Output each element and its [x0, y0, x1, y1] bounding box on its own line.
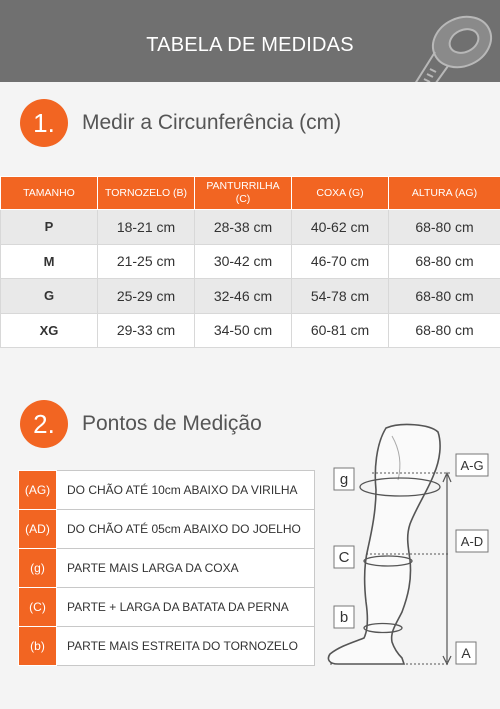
- label-c: C: [338, 549, 350, 566]
- table-cell: 34-50 cm: [195, 313, 292, 348]
- point-description: DO CHÃO ATÉ 05cm ABAIXO DO JOELHO: [57, 510, 315, 549]
- section-heading-measure: [20, 99, 341, 147]
- column-header-thigh: COXA (G): [292, 177, 389, 210]
- header: [0, 0, 500, 82]
- calf-header-line-1: PANTURRILHA: [206, 180, 280, 192]
- measurement-points-table: [18, 470, 315, 666]
- table-cell: 68-80 cm: [389, 279, 500, 314]
- table-row: [1, 313, 500, 348]
- point-description: PARTE MAIS ESTREITA DO TORNOZELO: [57, 627, 315, 666]
- table-cell: 68-80 cm: [389, 244, 500, 279]
- table-cell: 60-81 cm: [292, 313, 389, 348]
- table-cell: 28-38 cm: [195, 210, 292, 245]
- point-description: DO CHÃO ATÉ 10cm ABAIXO DA VIRILHA: [57, 471, 315, 510]
- label-a: A: [461, 645, 471, 661]
- section-title: Medir a Circunferência (cm): [82, 111, 342, 134]
- column-header-calf: [195, 177, 292, 210]
- point-description: PARTE MAIS LARGA DA COXA: [57, 549, 315, 588]
- table-cell: 46-70 cm: [292, 244, 389, 279]
- point-code: (g): [19, 549, 57, 588]
- column-header-size: TAMANHO: [1, 177, 98, 210]
- label-g: g: [339, 471, 349, 488]
- label-ad: A-D: [460, 534, 484, 549]
- table-cell: 32-46 cm: [195, 279, 292, 314]
- table-row: [1, 279, 500, 314]
- table-cell: P: [1, 210, 98, 245]
- calf-header-line-2: (C): [235, 193, 251, 205]
- list-item: [19, 510, 315, 549]
- step-number-badge: 2.: [20, 400, 68, 448]
- section-heading-points: [20, 400, 262, 448]
- point-code: (b): [19, 627, 57, 666]
- label-ag: A-G: [460, 458, 484, 473]
- table-cell: 68-80 cm: [389, 313, 500, 348]
- list-item: [19, 627, 315, 666]
- table-cell: 68-80 cm: [389, 210, 500, 245]
- table-row: [1, 244, 500, 279]
- table-cell: M: [1, 244, 98, 279]
- list-item: [19, 471, 315, 510]
- column-header-ankle: TORNOZELO (B): [98, 177, 195, 210]
- list-item: [19, 549, 315, 588]
- table-cell: 54-78 cm: [292, 279, 389, 314]
- page-title: TABELA DE MEDIDAS: [146, 34, 354, 56]
- point-code: (AG): [19, 471, 57, 510]
- size-table: [0, 176, 500, 348]
- table-cell: 30-42 cm: [195, 244, 292, 279]
- table-cell: XG: [1, 313, 98, 348]
- leg-measurement-diagram: [320, 420, 500, 709]
- size-table-header-row: [1, 177, 500, 210]
- point-description: PARTE + LARGA DA BATATA DA PERNA: [57, 588, 315, 627]
- table-row: [1, 210, 500, 245]
- table-cell: G: [1, 279, 98, 314]
- table-cell: 18-21 cm: [98, 210, 195, 245]
- list-item: [19, 588, 315, 627]
- point-code: (C): [19, 588, 57, 627]
- table-cell: 40-62 cm: [292, 210, 389, 245]
- table-cell: 29-33 cm: [98, 313, 195, 348]
- column-header-height: ALTURA (AG): [389, 177, 500, 210]
- table-cell: 21-25 cm: [98, 244, 195, 279]
- point-code: (AD): [19, 510, 57, 549]
- table-cell: 25-29 cm: [98, 279, 195, 314]
- label-b: b: [339, 609, 349, 626]
- section-title: Pontos de Medição: [82, 412, 262, 435]
- step-number-badge: 1.: [20, 99, 68, 147]
